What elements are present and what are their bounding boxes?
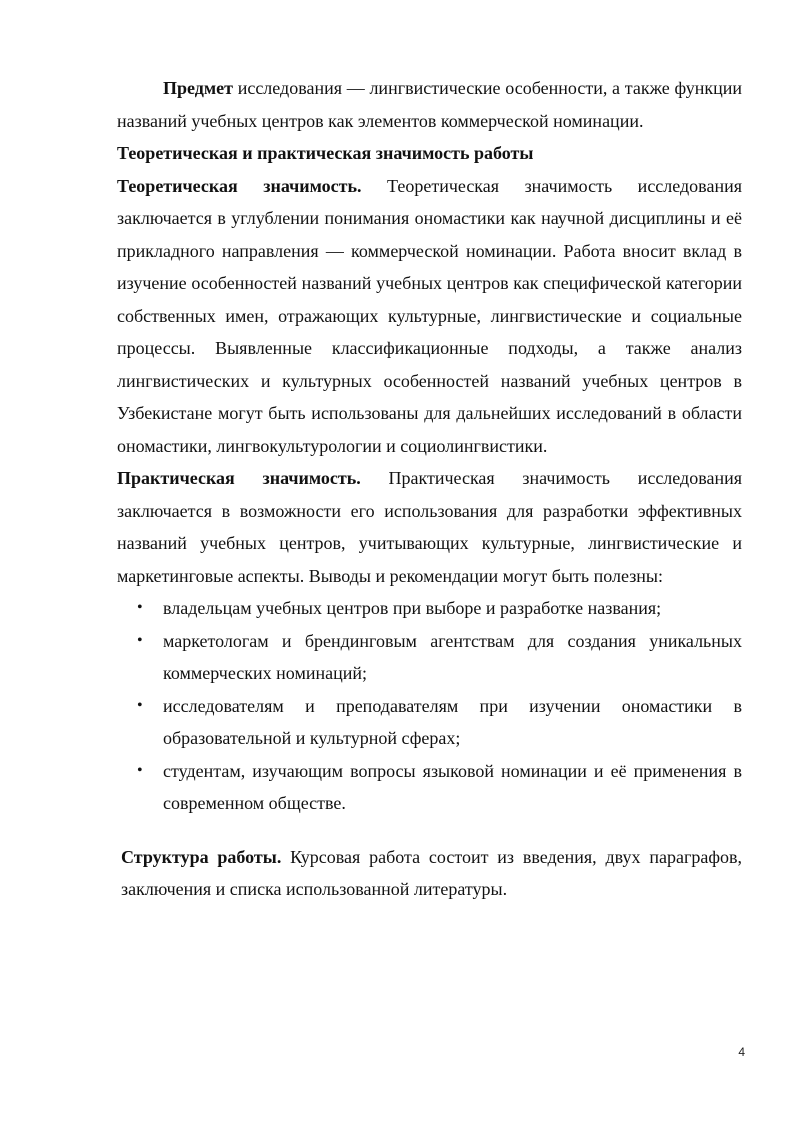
practical-paragraph: [117, 462, 742, 592]
bullet-icon: •: [137, 599, 143, 616]
list-item: [117, 592, 742, 625]
subject-lead: Предмет: [163, 78, 233, 98]
bullet-icon: •: [137, 696, 143, 714]
theoretical-lead: Теоретическая значимость.: [117, 175, 362, 196]
page-body: [117, 72, 742, 906]
theoretical-text: Теоретическая значимость исследования заключается в углублении понимания ономастики как научной дисциплины и её прикладного направления — коммерческой номинации. Работа вносит вклад в изучение особенностей названий учебных центров как специфической категории собственных имен, отражающих культурные, лингвистические и социальные процессы. Выявленные классификационные подходы, а также анализ лингвистических и культурных особенностей названий учебных центров в Узбекистане могут быть использованы для дальнейших исследований в области ономастики, лингвокультурологии и социолингвистики.: [117, 175, 742, 456]
structure-paragraph: [117, 841, 742, 906]
list-item: [117, 690, 742, 755]
bullet-icon: •: [137, 761, 143, 779]
list-item-text: студентам, изучающим вопросы языковой номинации и её применения в современном обществе.: [163, 760, 742, 813]
structure-lead: Структура работы.: [121, 846, 282, 867]
practical-lead: Практическая значимость.: [117, 468, 361, 488]
recommendation-list: [117, 592, 742, 820]
significance-heading: Теоретическая и практическая значимость работы: [117, 143, 534, 163]
list-item: [117, 755, 742, 820]
list-item-text: исследователям и преподавателям при изучении ономастики в образовательной и культурной сферах;: [163, 695, 742, 748]
practical-text: Практическая значимость исследования заключается в возможности его использования для разработки эффективных названий учебных центров, учитывающих культурные, лингвистические и маркетинговые аспекты. Выводы и рекомендации могут быть полезны:: [117, 468, 742, 586]
page-number: 4: [738, 1045, 745, 1059]
list-item: [117, 625, 742, 690]
list-item-text: владельцам учебных центров при выборе и разработке названия;: [163, 598, 662, 618]
structure-text: Курсовая работа состоит из введения, двух параграфов, заключения и списка использованной литературы.: [121, 846, 742, 899]
subject-paragraph: [117, 72, 742, 137]
list-item-text: маркетологам и брендинговым агентствам для создания уникальных коммерческих номинаций;: [163, 630, 742, 683]
subject-text: исследования — лингвистические особенности, а также функции названий учебных центров как элементов коммерческой номинации.: [117, 78, 742, 131]
bullet-icon: •: [137, 631, 143, 649]
theoretical-paragraph: [117, 170, 742, 463]
